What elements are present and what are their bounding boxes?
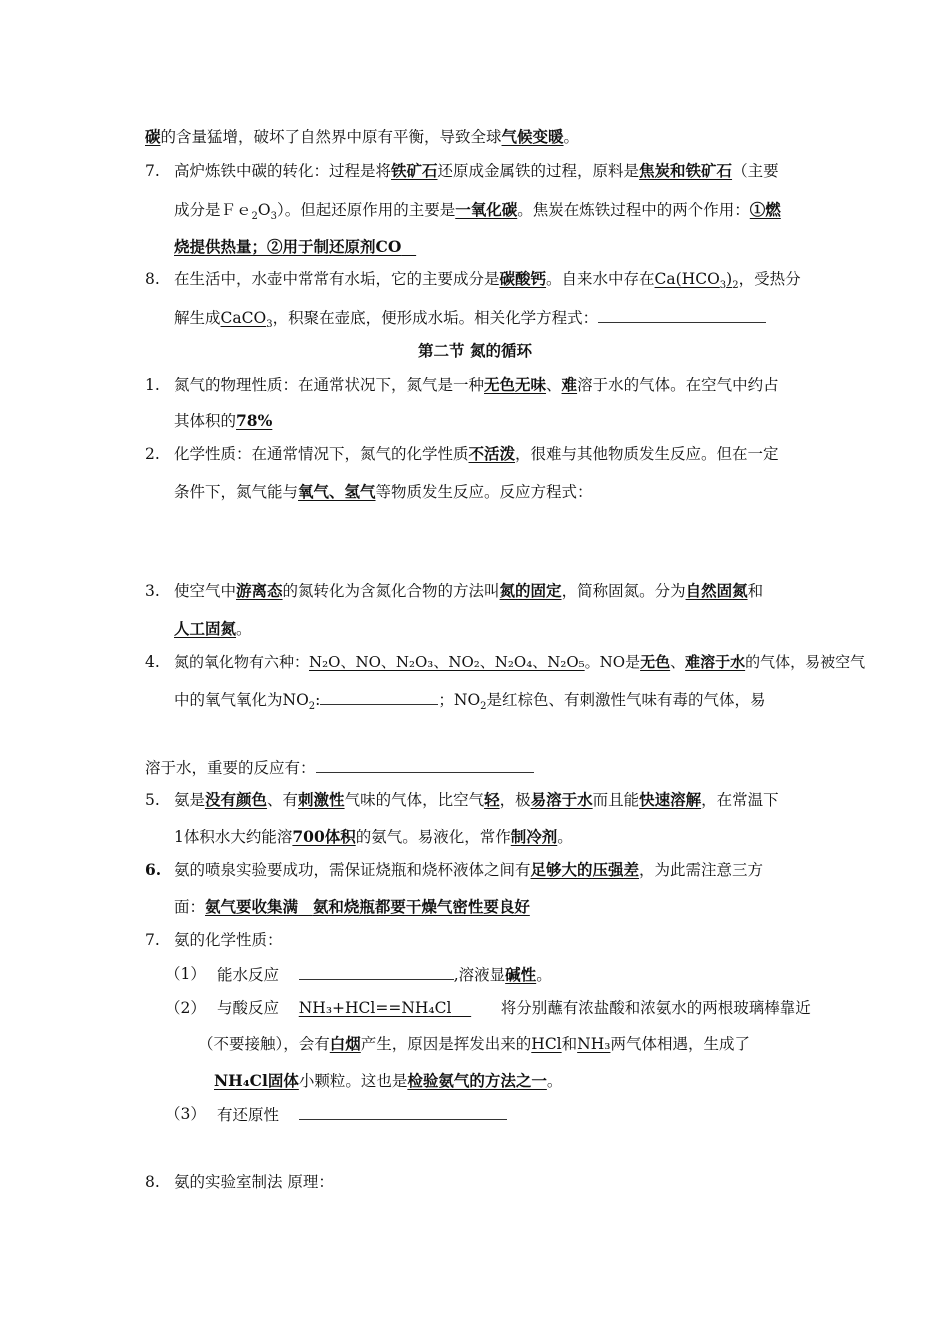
text: ；NO <box>438 691 481 709</box>
text: 。 <box>536 966 552 984</box>
text: 的气体，易被空气 <box>745 653 866 671</box>
section-title: 第二节 氮的循环 <box>418 341 532 360</box>
answer-equation: NH₃+HCl==NH₄Cl <box>298 999 452 1017</box>
text: 化学性质：在通常情况下，氮气的化学性质 <box>174 445 469 463</box>
answer: 碱性 <box>505 965 537 984</box>
answer: 铁矿石 <box>391 161 438 180</box>
n6-line-1 <box>174 859 763 881</box>
n1-line-2 <box>174 410 272 432</box>
text: 。焦炭在炼铁过程中的两个作用： <box>517 201 750 219</box>
answer: 700体积 <box>292 827 356 846</box>
answer-blank[interactable] <box>320 688 438 705</box>
text: （主要 <box>732 162 779 180</box>
text: 面： <box>174 898 206 916</box>
text: 。 <box>236 620 252 638</box>
answer: 焦炭和铁矿石 <box>639 161 733 180</box>
n6-line-2 <box>174 896 530 918</box>
answer: 自然固氮 <box>685 581 748 600</box>
item-number: 7. <box>145 162 160 180</box>
text: 氨是 <box>174 791 206 809</box>
answer: 无色无味 <box>484 375 547 394</box>
n3-line-1 <box>174 580 763 602</box>
n4-line-3 <box>145 756 534 779</box>
item-number: 8. <box>145 270 160 288</box>
answer: 一氧化碳 <box>455 200 518 219</box>
n3-line-2 <box>174 618 252 640</box>
text: 的氨气。易液化，常作 <box>355 828 511 846</box>
item-number: 4. <box>145 653 160 671</box>
answer: 人工固氮 <box>174 619 237 638</box>
answer: 氮的固定 <box>499 581 562 600</box>
item-7-line-1 <box>174 160 779 182</box>
answer-blank[interactable] <box>598 306 766 323</box>
text: 。 <box>557 828 573 846</box>
formula: CaCO <box>220 309 267 327</box>
text: ，极 <box>499 791 531 809</box>
text: 。NO是 <box>584 653 641 671</box>
answer: 碳酸钙 <box>499 269 547 288</box>
answer: 检验氨气的方法之一 <box>407 1071 547 1090</box>
text: 使空气中 <box>174 582 237 600</box>
n7-sub-2-line-2 <box>198 1033 750 1055</box>
item-number: 7. <box>145 931 160 949</box>
text: 两气体相遇，生成了 <box>610 1035 750 1053</box>
answer-climate-warming: 气候变暖 <box>501 127 564 146</box>
subscript: 2 <box>308 701 316 713</box>
answer-blank[interactable] <box>299 963 454 980</box>
answer: 足够大的压强差 <box>530 860 640 879</box>
answer: 轻 <box>484 790 500 809</box>
subscript: 2 <box>480 701 487 713</box>
n4-line-1 <box>174 651 865 673</box>
answer: 难溶于水 <box>685 653 746 671</box>
paragraph-carbon-intro <box>145 126 579 148</box>
text: ，积聚在壶底，便形成水垢。相关化学方程式： <box>272 309 599 327</box>
n7-sub-1 <box>217 963 552 986</box>
text: ,溶液显 <box>453 966 506 984</box>
n2-line-2 <box>174 481 593 503</box>
item-number: 5. <box>145 791 160 809</box>
text: 将分别蘸有浓盐酸和浓氨水的两根玻璃棒靠近 <box>500 999 811 1017</box>
answer: 易溶于水 <box>530 790 593 809</box>
text: 、有 <box>267 791 299 809</box>
text: ，简称固氮。分为 <box>561 582 686 600</box>
item-8-line-2 <box>174 306 766 329</box>
text: 中的氧气氧化为NO <box>174 691 309 709</box>
text: 是红棕色、有刺激性气味有毒的气体，易 <box>486 691 766 709</box>
text: 有还原性 <box>217 1106 280 1124</box>
text: 高炉炼铁中碳的转化：过程是将 <box>174 162 392 180</box>
text: 1体积水大约能溶 <box>174 828 293 846</box>
answer: 氨气要收集满 <box>205 897 299 916</box>
answer: 烧提供热量；②用于制还原剂CO <box>174 237 402 256</box>
n7-heading: 氨的化学性质： <box>174 931 283 949</box>
answer: HCl <box>531 1035 562 1053</box>
n2-line-1 <box>174 443 779 465</box>
text: 。 <box>546 1072 563 1090</box>
answer: 无色 <box>640 653 671 671</box>
text: （不要接触），会有 <box>198 1035 330 1053</box>
answer: 刺激性 <box>298 790 345 809</box>
text: 。 <box>563 128 580 146</box>
item-number: 3. <box>145 582 160 600</box>
answer: 78% <box>236 411 273 430</box>
text: 产生，原因是挥发出来的 <box>360 1035 532 1053</box>
answer-blank[interactable] <box>299 1103 507 1120</box>
text: 还原成金属铁的过程，原料是 <box>437 162 640 180</box>
subscript: 3 <box>266 319 273 331</box>
subscript: 2 <box>732 280 739 292</box>
answer-blank[interactable] <box>316 756 534 773</box>
item-number: 6. <box>145 860 162 879</box>
text: ，受热分 <box>738 270 801 288</box>
text: : <box>315 691 321 709</box>
item-7-line-3 <box>174 236 416 258</box>
text: 氮的氧化物有六种： <box>174 653 310 671</box>
text: 解生成 <box>174 309 221 327</box>
item-number: 2. <box>145 445 160 463</box>
text: 成分是Ｆｅ <box>174 201 252 219</box>
text: 气味的气体，比空气 <box>344 791 485 809</box>
n7-sub-3-number: （3） <box>165 1105 206 1123</box>
answer: 游离态 <box>236 581 283 600</box>
text: 的氮转化为含氮化合物的方法叫 <box>282 582 500 600</box>
text: 和 <box>747 582 764 600</box>
subscript: 3 <box>270 211 277 223</box>
text: 与酸反应 <box>217 999 280 1017</box>
answer: NH₄Cl固体 <box>214 1071 299 1090</box>
text: ）。但起还原作用的主要是 <box>276 201 456 219</box>
text: 溶于水的气体。在空气中约占 <box>577 376 779 394</box>
text: 、 <box>670 653 686 671</box>
answer: 没有颜色 <box>205 790 268 809</box>
n7-sub-2-line-1 <box>217 997 811 1019</box>
answer: 氨和烧瓶都要干燥气密性要良好 <box>312 897 530 916</box>
n8-line-1: 氨的实验室制法 原理： <box>174 1173 334 1191</box>
text: O <box>257 201 271 219</box>
text: 小颗粒。这也是 <box>298 1072 408 1090</box>
text: 和 <box>561 1035 578 1053</box>
text: ，在常温下 <box>701 791 779 809</box>
text: ，很难与其他物质发生反应。但在一定 <box>515 445 779 463</box>
text: 其体积的 <box>174 412 237 430</box>
text: 条件下，氮气能与 <box>174 483 299 501</box>
n7-sub-1-number: （1） <box>165 965 206 983</box>
text: 氮气的物理性质：在通常状况下，氮气是一种 <box>174 376 485 394</box>
n5-line-2 <box>174 826 573 848</box>
n7-sub-2-line-3 <box>214 1070 562 1092</box>
formula: Ca(HCO <box>654 270 720 288</box>
item-8-line-1 <box>174 268 801 290</box>
text: 溶于水，重要的反应有： <box>145 759 316 777</box>
answer: 制冷剂 <box>510 827 558 846</box>
answer-carbon: 碳 <box>145 127 161 146</box>
n7-sub-3 <box>217 1103 507 1126</box>
formula: ) <box>726 270 733 288</box>
text: 、 <box>546 376 562 394</box>
text: 的含量猛增，破坏了自然界中原有平衡，导致全球 <box>160 128 502 146</box>
n7-sub-2-number: （2） <box>165 999 206 1017</box>
item-7-line-2 <box>174 199 781 221</box>
answer: 不活泼 <box>468 444 516 463</box>
subscript: 3 <box>719 280 727 292</box>
answer: 快速溶解 <box>639 790 702 809</box>
n4-line-2 <box>174 688 766 711</box>
text: 氨的喷泉实验要成功，需保证烧瓶和烧杯液体之间有 <box>174 861 531 879</box>
text: ，为此需注意三方 <box>639 861 764 879</box>
text: 。自来水中存在 <box>546 270 655 288</box>
answer-oxides: N₂O、NO、N₂O₃、NO₂、N₂O₄、N₂O₅ <box>309 653 585 671</box>
answer: 难 <box>561 375 578 394</box>
item-number: 8. <box>145 1173 160 1191</box>
text: 而且能 <box>592 791 640 809</box>
text: 能水反应 <box>217 966 280 984</box>
item-number: 1. <box>145 376 160 394</box>
answer: 氧气、氢气 <box>298 482 376 501</box>
text: 等物质发生反应。反应方程式： <box>375 483 593 501</box>
n5-line-1 <box>174 789 779 811</box>
text: 在生活中，水壶中常常有水垢，它的主要成分是 <box>174 270 500 288</box>
subscript: 2 <box>251 211 258 223</box>
answer: NH₃ <box>577 1035 611 1053</box>
n1-line-1 <box>174 374 779 396</box>
answer: 白烟 <box>329 1034 361 1053</box>
answer: ①燃 <box>749 200 781 219</box>
